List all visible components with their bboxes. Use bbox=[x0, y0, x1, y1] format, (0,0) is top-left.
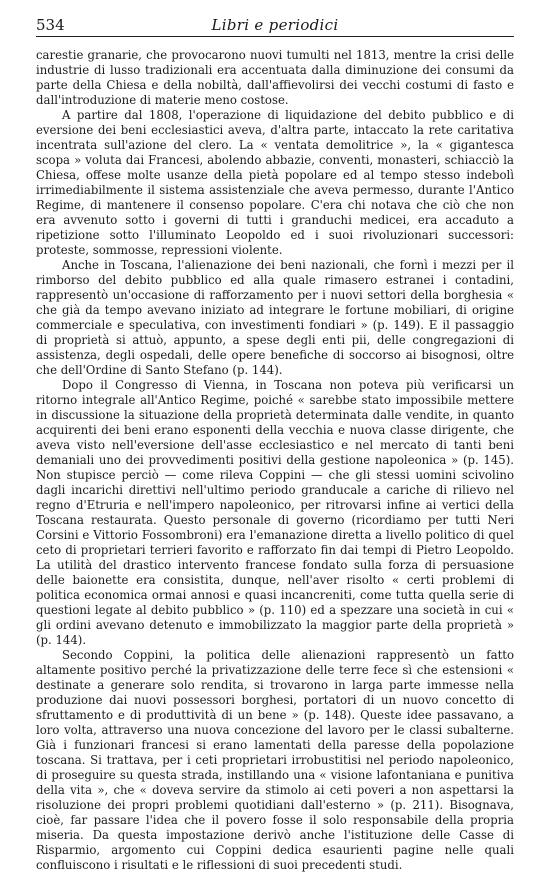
page-header bbox=[36, 14, 514, 37]
paragraph: Secondo Coppini, la politica delle alienazioni rappresentò un fatto altamente positivo perché la privatizzazione delle terre fece sì che estensioni « destinate a generare solo rendita, si trovarono in larga parte immesse nella produzione dai nuovi possessori borghesi, portatori di un nuovo concetto di sfruttamento e di produttività di un bene » (p. 148). Queste idee passavano, a loro volta, attraverso una nuova concezione del lavoro per le classi subalterne. Già i funzionari francesi si erano lamentati della paresse della popolazione toscana. Si trattava, per i ceti proprietari irrobustitisi nel periodo napoleonico, di proseguire su questa strada, instillando una « visione lafontaniana e punitiva della vita », che « doveva servire da stimolo ai ceti poveri a non aspettarsi la risoluzione dei propri problemi quotidiani dall'esterno » (p. 211). Bisognava, cioè, far passare l'idea che il povero fosse il solo responsabile della propria miseria. Da questa impostazione derivò anche l'istituzione delle Casse di Risparmio, argomento cui Coppini dedica esaurienti pagine nelle quali confluiscono i risultati e le riflessioni di suoi precedenti studi. bbox=[36, 648, 514, 872]
paragraph-continuation: carestie granarie, che provocarono nuovi tumulti nel 1813, mentre la crisi delle industrie di lusso tradizionali era accentuata dalla diminuzione dei consumi da parte della Chiesa e della nobiltà, dall'affievolirsi dei vecchi costumi di fasto e dall'introduzione di materie meno costose. bbox=[36, 48, 514, 107]
page-number: 534 bbox=[36, 16, 65, 34]
article-body bbox=[36, 48, 514, 873]
paragraph: Anche in Toscana, l'alienazione dei beni nazionali, che fornì i mezzi per il rimborso del debito pubblico ed alla quale rimasero estranei i contadini, rappresentò un'occasione di rafforzamento per i nuovi settori della borghesia « che già da tempo avevano iniziato ad integrare le fortune mobiliari, di origine commerciale e speculativa, con investimenti fondiari » (p. 149). E il passaggio di proprietà si attuò, appunto, a spese degli enti pii, delle congregazioni di assistenza, degli ospedali, delle opere benefiche di soccorso ai bisognosi, oltre che dell'Ordine di Santo Stefano (p. 144). bbox=[36, 258, 514, 377]
paragraph: Dopo il Congresso di Vienna, in Toscana non poteva più verificarsi un ritorno integrale all'Antico Regime, poiché « sarebbe stato impossibile mettere in discussione la situazione della proprietà determinata dalle vendite, in quanto acquirenti dei beni erano esponenti della vecchia e nuova classe dirigente, che aveva visto nell'eversione dell'asse ecclesiastico e nel mercato di tanti beni demaniali uno dei provvedimenti positivi della gestione napoleonica » (p. 145). Non stupisce perciò — come rileva Coppini — che gli stessi uomini scivolino dagli incarichi direttivi nell'ultimo periodo granducale a cariche di rilievo nel regno d'Etruria e nell'impero napoleonico, per ritrovarsi infine ai vertici della Toscana restaurata. Questo personale di governo (ricordiamo per tutti Neri Corsini e Vittorio Fossombroni) era l'emanazione diretta a livello politico di quel ceto di proprietari terrieri favorito e rafforzato fin dai tempi di Pietro Leopoldo. La utilità del drastico intervento francese fondato sulla forza di persuasione delle baionette era consistita, dunque, nell'aver risolto « certi problemi di politica economica ormai annosi e quasi incancreniti, come tutta quella serie di questioni legate al debito pubblico » (p. 110) ed a spezzare una società in cui « gli ordini avevano detenuto e immobilizzato la maggior parte della proprietà » (p. 144). bbox=[36, 378, 514, 647]
book-page bbox=[36, 14, 514, 873]
running-title: Libri e periodici bbox=[211, 16, 339, 34]
paragraph: A partire dal 1808, l'operazione di liquidazione del debito pubblico e di eversione dei beni ecclesiastici aveva, d'altra parte, intaccato la rete caritativa incentrata sull'azione del clero. La « ventata demolitrice », la « gigantesca scopa » voluta dai Francesi, abolendo abbazie, conventi, monasteri, schiacciò la Chiesa, offese molte usanze della pietà popolare ed al tempo stesso indebolì irrimediabilmente il sistema assistenziale che aveva permesso, durante l'Antico Regime, di mantenere il consenso popolare. C'era chi notava che ciò che non era avvenuto sotto i governi di tutti i granduchi medicei, era accaduto a ripetizione sotto l'illuminato Leopoldo ed i suoi rivoluzionari successori: proteste, sommosse, repressioni violente. bbox=[36, 108, 514, 257]
